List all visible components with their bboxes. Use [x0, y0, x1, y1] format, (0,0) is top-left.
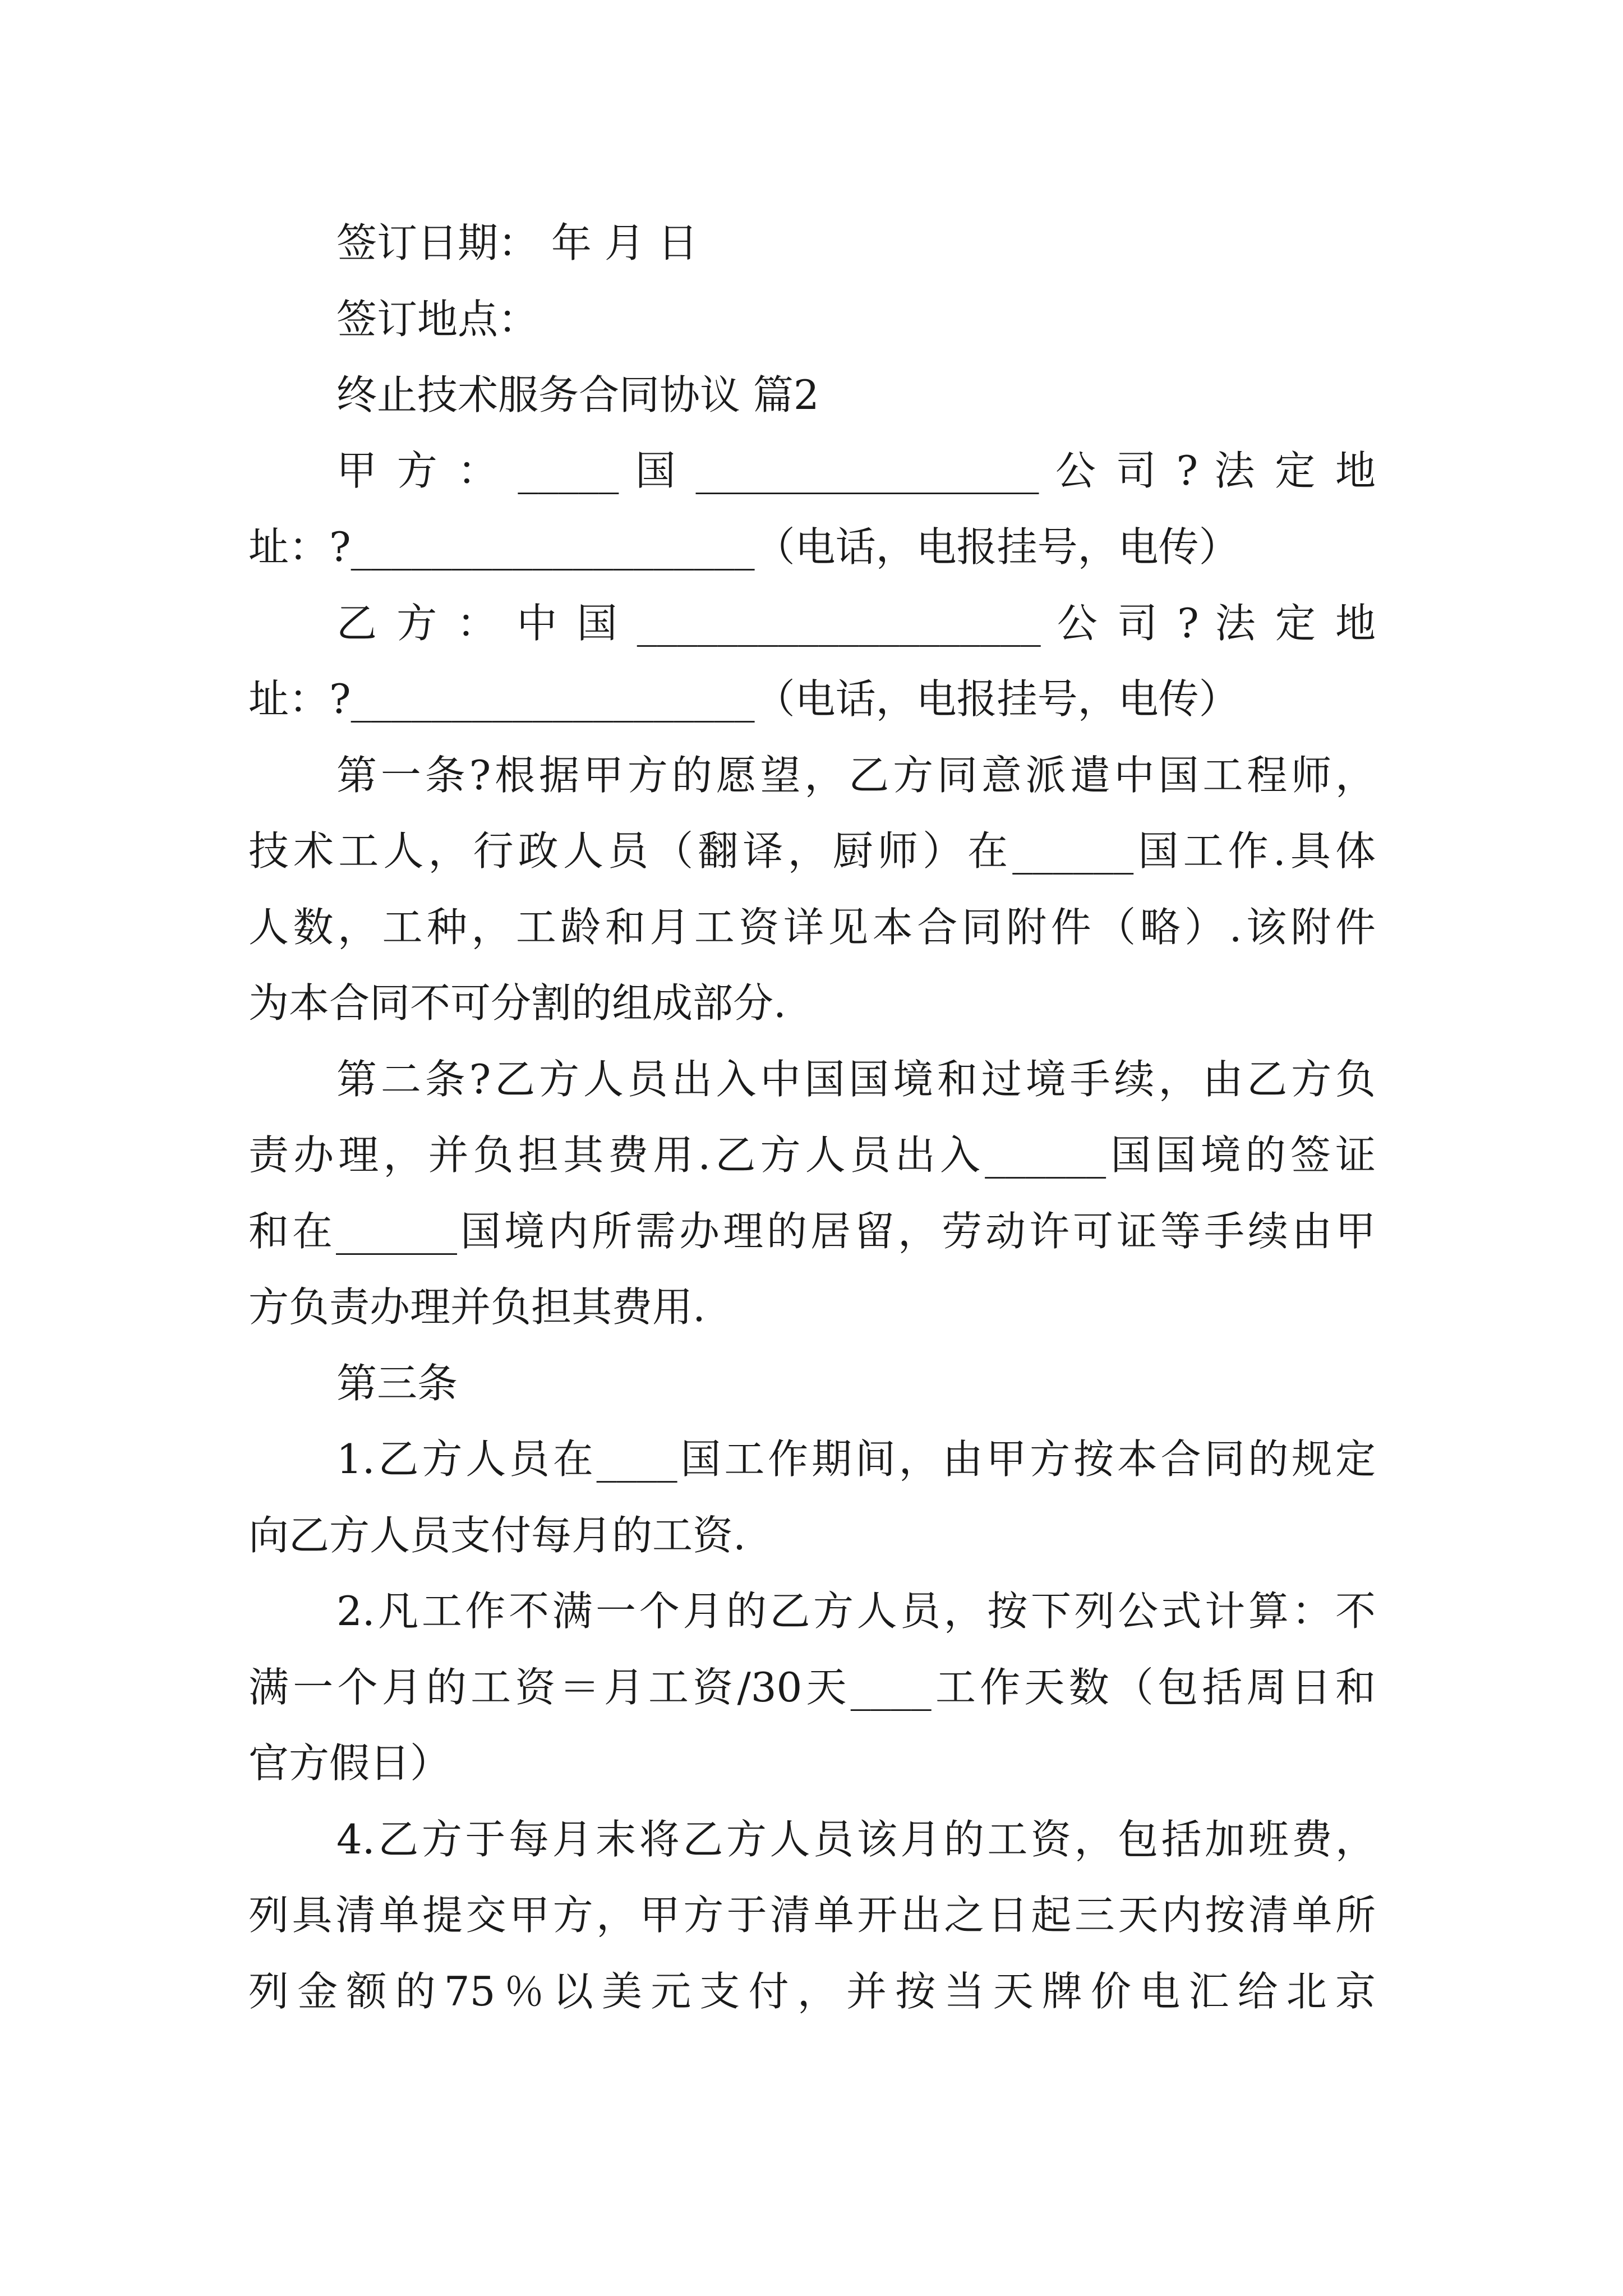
section-heading: 终止技术服务合同协议 篇2 [336, 371, 819, 418]
article-1-line-1: 第一条?根据甲方的愿望，乙方同意派遣中国工程师， [336, 752, 1376, 799]
article-3-item-1-line-1: 1.乙方人员在____国工作期间，由甲方按本合同的规定 [336, 1435, 1376, 1483]
article-3-item-4-line-1: 4.乙方于每月末将乙方人员该月的工资，包括加班费， [336, 1816, 1376, 1863]
article-2-line-3: 和在______国境内所需办理的居留，劳动许可证等手续由甲 [248, 1208, 1376, 1255]
article-1-line-2: 技术工人，行政人员（翻译，厨师）在______国工作.具体 [248, 827, 1376, 875]
party-a-line: 甲 方 ： _____ 国 _________________ 公 司 ? 法 定 地 [336, 447, 1376, 494]
article-1-line-3: 人数，工种，工龄和月工资详见本合同附件（略）.该附件 [248, 904, 1376, 951]
article-3-item-2-line-3: 官方假日） [248, 1740, 451, 1787]
signing-date-line: 签订日期： 年 月 日 [336, 219, 698, 266]
article-3-heading: 第三条 [336, 1360, 458, 1407]
article-2-line-4: 方负责办理并负担其费用. [248, 1283, 706, 1331]
article-1-line-4: 为本合同不可分割的组成部分. [248, 979, 786, 1027]
signing-place-line: 签订地点： [336, 296, 539, 343]
article-3-item-4-line-2: 列具清单提交甲方，甲方于清单开出之日起三天内按清单所 [248, 1892, 1376, 1939]
article-3-item-1-line-2: 向乙方人员支付每月的工资. [248, 1512, 746, 1559]
party-a-address-line: 址：?____________________（电话，电报挂号，电传） [248, 523, 1239, 570]
article-3-item-4-line-3: 列金额的75％以美元支付，并按当天牌价电汇给北京 [248, 1968, 1376, 2015]
article-3-item-2-line-1: 2.凡工作不满一个月的乙方人员，按下列公式计算：不 [336, 1588, 1376, 1635]
article-2-line-1: 第二条?乙方人员出入中国国境和过境手续，由乙方负 [336, 1056, 1376, 1103]
party-b-line: 乙 方 ： 中 国 ____________________ 公 司 ? 法 定 地 [336, 600, 1376, 647]
article-3-item-2-line-2: 满一个月的工资＝月工资/30天____工作天数（包括周日和 [248, 1664, 1376, 1711]
article-2-line-2: 责办理，并负担其费用.乙方人员出入______国国境的签证 [248, 1131, 1376, 1179]
party-b-address-line: 址：?____________________（电话，电报挂号，电传） [248, 675, 1239, 723]
